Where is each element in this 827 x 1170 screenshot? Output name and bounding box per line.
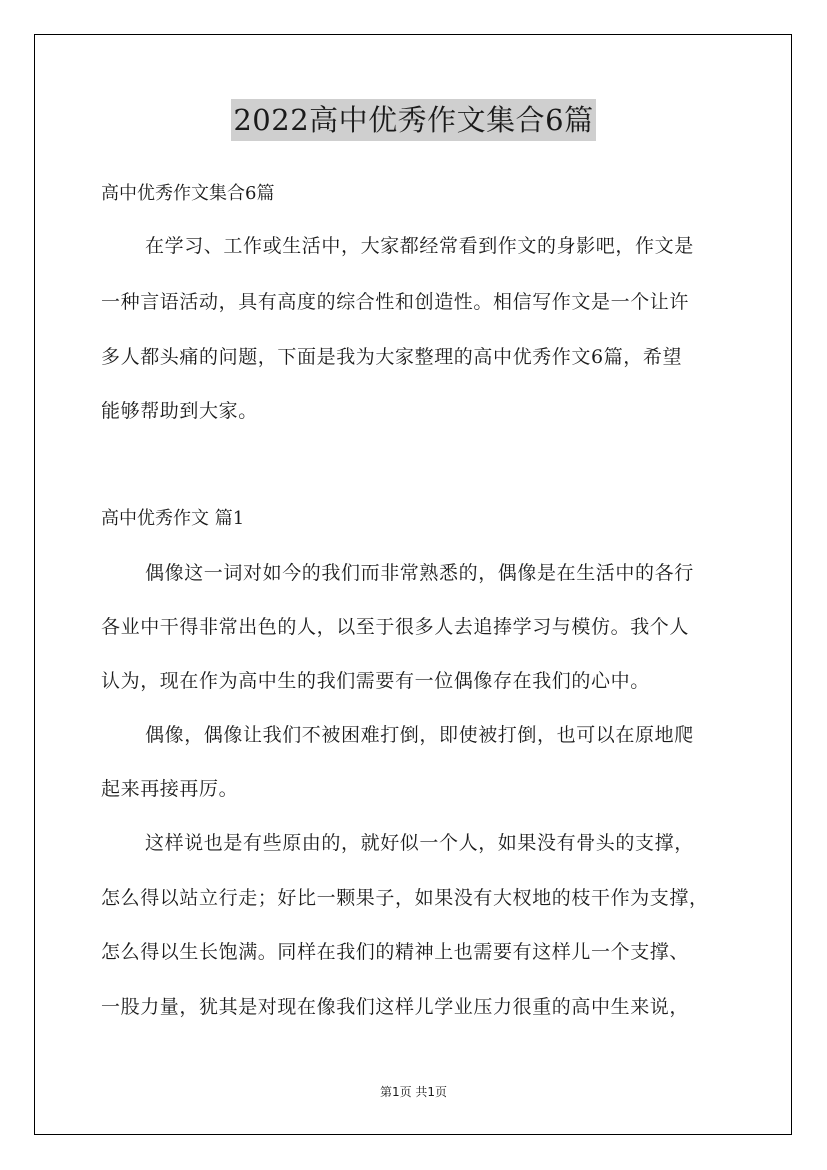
- document-subtitle: 高中优秀作文集合6篇: [101, 183, 275, 204]
- body-line: 偶像这一词对如今的我们而非常熟悉的，偶像是在生活中的各行: [145, 562, 694, 584]
- intro-line: 多人都头痛的问题，下面是我为大家整理的高中优秀作文6篇，希望: [101, 346, 683, 368]
- intro-line: 一种言语活动，具有高度的综合性和创造性。相信写作文是一个让许: [101, 291, 690, 313]
- body-line: 偶像，偶像让我们不被困难打倒，即使被打倒，也可以在原地爬: [145, 724, 694, 746]
- body-line: 怎么得以生长饱满。同样在我们的精神上也需要有这样儿一个支撑、: [101, 941, 690, 963]
- intro-line: 在学习、工作或生活中，大家都经常看到作文的身影吧，作文是: [145, 235, 694, 257]
- body-line: 这样说也是有些原由的，就好似一个人，如果没有骨头的支撑，: [145, 832, 694, 854]
- page-footer: 第1页 共1页: [379, 1085, 448, 1099]
- document-title: 2022高中优秀作文集合6篇: [231, 99, 595, 141]
- body-line: 起来再接再厉。: [101, 778, 239, 800]
- body-line: 各业中干得非常出色的人，以至于很多人去追捧学习与模仿。我个人: [101, 616, 690, 638]
- section-heading: 高中优秀作文 篇1: [101, 508, 245, 529]
- intro-line: 能够帮助到大家。: [101, 400, 258, 422]
- body-line: 认为，现在作为高中生的我们需要有一位偶像存在我们的心中。: [101, 670, 650, 692]
- title-container: [0, 99, 827, 141]
- body-line: 怎么得以站立行走；好比一颗果子，如果没有大杈地的枝干作为支撑，: [101, 887, 709, 909]
- body-line: 一股力量，犹其是对现在像我们这样儿学业压力很重的高中生来说，: [101, 996, 690, 1018]
